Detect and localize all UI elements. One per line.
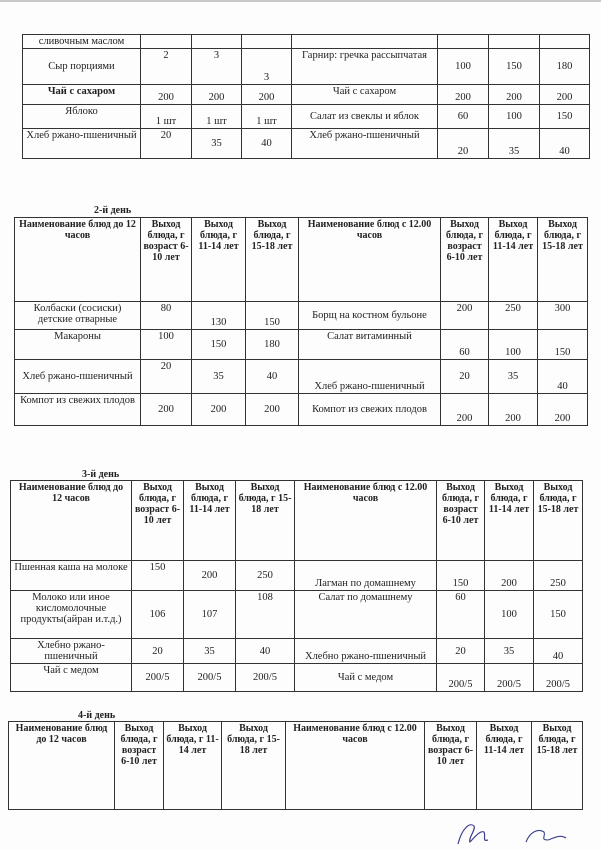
cell: Макароны: [15, 330, 141, 360]
table-row: [15, 302, 588, 330]
cell: 40: [236, 639, 295, 664]
cell: 40: [246, 360, 299, 394]
cell: 100: [438, 49, 489, 85]
cell: Хлеб ржано-пшеничный: [15, 360, 141, 394]
cell: 20: [141, 360, 192, 394]
cell: 100: [485, 591, 534, 639]
cell: 150: [538, 330, 588, 360]
cell: Гарнир: гречка рассыпчатая: [292, 49, 438, 85]
cell: Молоко или иное кисломолочные продукты(айран и.т.д.): [11, 591, 132, 639]
cell: сливочным маслом: [23, 35, 141, 49]
cell: 200: [184, 561, 236, 591]
cell: 130: [192, 302, 246, 330]
cell: 200/5: [132, 664, 184, 692]
cell: Салат из свеклы и яблок: [292, 105, 438, 129]
header-cell: Выход блюда, г возраст 6-10 лет: [141, 218, 192, 302]
header-cell: Выход блюда, г 11-14 лет: [164, 722, 222, 810]
cell: 107: [184, 591, 236, 639]
header-cell: Выход блюда, г 15-18 лет: [236, 481, 295, 561]
cell: 150: [246, 302, 299, 330]
cell: 200/5: [184, 664, 236, 692]
cell: Чай с сахаром: [23, 85, 141, 105]
cell: 200/5: [534, 664, 583, 692]
cell: 200: [540, 85, 590, 105]
cell: Яблоко: [23, 105, 141, 129]
header-cell: Выход блюда, г возраст 6-10 лет: [437, 481, 485, 561]
cell: 1 шт: [242, 105, 292, 129]
scan-edge: [0, 0, 601, 2]
header-cell: Наименование блюд с 12.00 часов: [286, 722, 425, 810]
header-cell: Наименование блюд с 12.00 часов: [299, 218, 441, 302]
cell: 80: [141, 302, 192, 330]
table-row: [9, 722, 583, 810]
day3-title: 3-й день: [82, 469, 120, 480]
cell: 200: [246, 394, 299, 426]
cell: 200: [441, 302, 489, 330]
table-row: [11, 639, 583, 664]
day3-table: [10, 480, 583, 692]
cell: 35: [192, 360, 246, 394]
header-cell: Наименование блюд с 12.00 часов: [295, 481, 437, 561]
cell: 35: [184, 639, 236, 664]
header-cell: Выход блюда, г 15-18 лет: [532, 722, 583, 810]
cell: 250: [534, 561, 583, 591]
cell: Компот из свежих плодов: [299, 394, 441, 426]
cell: 200: [192, 394, 246, 426]
table-row: [15, 330, 588, 360]
table-row: [23, 85, 590, 105]
cell: 200: [141, 85, 192, 105]
cell: 200: [489, 394, 538, 426]
cell: [192, 35, 242, 49]
cell: Хлеб ржано-пшеничный: [292, 129, 438, 159]
cell: 250: [489, 302, 538, 330]
cell: 100: [489, 330, 538, 360]
cell: [489, 35, 540, 49]
cell: 200: [489, 85, 540, 105]
table-row: [15, 360, 588, 394]
table-row: [11, 481, 583, 561]
cell: 200: [485, 561, 534, 591]
header-cell: Наименование блюд до 12 часов: [15, 218, 141, 302]
cell: 108: [236, 591, 295, 639]
cell: 200: [538, 394, 588, 426]
cell: Пшенная каша на молоке: [11, 561, 132, 591]
cell: 180: [540, 49, 590, 85]
cell: Лагман по домашнему: [295, 561, 437, 591]
table-row: [11, 591, 583, 639]
day2-table: [14, 217, 588, 426]
cell: Хлебно ржано-пшеничный: [295, 639, 437, 664]
cell: 1 шт: [141, 105, 192, 129]
cell: Колбаски (сосиски) детские отварные: [15, 302, 141, 330]
header-cell: Выход блюда, г 15-18 лет: [246, 218, 299, 302]
table-row: [11, 561, 583, 591]
header-cell: Наименование блюд до 12 часов: [11, 481, 132, 561]
cell: [242, 35, 292, 49]
cell: 150: [192, 330, 246, 360]
cell: 40: [540, 129, 590, 159]
cell: 3: [192, 49, 242, 85]
cell: 1 шт: [192, 105, 242, 129]
header-cell: Выход блюда, г 11-14 лет: [184, 481, 236, 561]
cell: Чай с сахаром: [292, 85, 438, 105]
cell: 35: [489, 129, 540, 159]
header-cell: Выход блюда, г 15-18 лет: [534, 481, 583, 561]
cell: 150: [534, 591, 583, 639]
cell: 200/5: [236, 664, 295, 692]
header-cell: Выход блюда, г 11-14 лет: [489, 218, 538, 302]
cell: Борщ на костном бульоне: [299, 302, 441, 330]
cell: 150: [489, 49, 540, 85]
cell: 40: [242, 129, 292, 159]
header-cell: Выход блюда, г 15-18 лет: [538, 218, 588, 302]
cell: 20: [132, 639, 184, 664]
table-row: [23, 35, 590, 49]
header-cell: Выход блюда, г возраст 6-10 лет: [425, 722, 477, 810]
header-cell: Выход блюда, г возраст 6-10 лет: [132, 481, 184, 561]
cell: 200: [438, 85, 489, 105]
cell: 200/5: [485, 664, 534, 692]
day4-table: [8, 721, 583, 810]
cell: 200: [141, 394, 192, 426]
cell: 60: [438, 105, 489, 129]
cell: 35: [485, 639, 534, 664]
cell: 200: [192, 85, 242, 105]
table-row: [11, 664, 583, 692]
cell: Чай с медом: [295, 664, 437, 692]
cell: 150: [437, 561, 485, 591]
cell: 100: [141, 330, 192, 360]
cell: Хлебно ржано-пшеничный: [11, 639, 132, 664]
cell: 300: [538, 302, 588, 330]
cell: 60: [437, 591, 485, 639]
cell: Чай с медом: [11, 664, 132, 692]
table-row: [23, 49, 590, 85]
header-cell: Наименование блюд до 12 часов: [9, 722, 115, 810]
cell: [292, 35, 438, 49]
table-row: [15, 394, 588, 426]
table-row: [15, 218, 588, 302]
day1-continued-table: [22, 34, 590, 159]
cell: 40: [538, 360, 588, 394]
cell: 150: [132, 561, 184, 591]
header-cell: Выход блюда, г 11-14 лет: [477, 722, 532, 810]
signature-mark: [440, 818, 590, 848]
cell: 106: [132, 591, 184, 639]
header-cell: Выход блюда, г возраст 6-10 лет: [115, 722, 164, 810]
cell: [438, 35, 489, 49]
cell: 200: [242, 85, 292, 105]
cell: Сыр порциями: [23, 49, 141, 85]
header-cell: Выход блюда, г 11-14 лет: [192, 218, 246, 302]
cell: 35: [192, 129, 242, 159]
cell: 180: [246, 330, 299, 360]
cell: 3: [242, 49, 292, 85]
cell: Салат по домашнему: [295, 591, 437, 639]
header-cell: Выход блюда, г 11-14 лет: [485, 481, 534, 561]
cell: 40: [534, 639, 583, 664]
cell: 200: [441, 394, 489, 426]
cell: 2: [141, 49, 192, 85]
cell: Хлеб ржано-пшеничный: [299, 360, 441, 394]
cell: Хлеб ржано-пшеничный: [23, 129, 141, 159]
cell: 20: [441, 360, 489, 394]
cell: 100: [489, 105, 540, 129]
table-row: [23, 129, 590, 159]
cell: [141, 35, 192, 49]
cell: Салат витаминный: [299, 330, 441, 360]
cell: Компот из свежих плодов: [15, 394, 141, 426]
day4-title: 4-й день: [78, 710, 116, 721]
cell: 20: [141, 129, 192, 159]
cell: 60: [441, 330, 489, 360]
cell: 20: [437, 639, 485, 664]
header-cell: Выход блюда, г возраст 6-10 лет: [441, 218, 489, 302]
cell: 20: [438, 129, 489, 159]
header-cell: Выход блюда, г 15-18 лет: [222, 722, 286, 810]
cell: 150: [540, 105, 590, 129]
cell: [540, 35, 590, 49]
cell: 35: [489, 360, 538, 394]
table-row: [23, 105, 590, 129]
cell: 200/5: [437, 664, 485, 692]
cell: 250: [236, 561, 295, 591]
day2-title: 2-й день: [94, 205, 132, 216]
